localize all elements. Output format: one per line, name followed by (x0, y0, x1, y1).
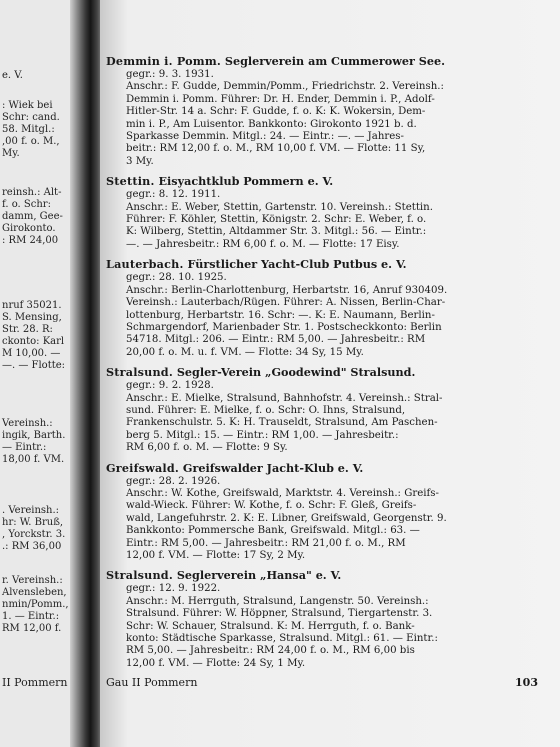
club-name: Segler-Verein „Goodewind" Stralsund. (176, 365, 416, 380)
club-name: Seglerverein am Cummerower See. (224, 54, 445, 68)
club-details-line: Bankkonto: Pommersche Bank, Greifswald. Mitgl.: 63. — (126, 525, 420, 537)
club-details-line: Stralsund. Führer: W. Höppner, Stralsund, Tiergartenstr. 3. (126, 608, 433, 620)
club-details-line: sund. Führer: E. Mielke, f. o. Schr: O. Ihns, Stralsund, (126, 404, 406, 416)
left-page-text-fragment: 1. — Eintr.: (2, 611, 60, 622)
left-page-text-fragment: 18,00 f. VM. (2, 454, 65, 465)
club-name: Seglerverein „Hansa" e. V. (176, 568, 342, 583)
club-city: Stralsund. (106, 568, 173, 583)
club-details-line: Demmin i. Pomm. Führer: Dr. H. Ender, Demmin i. P., Adolf- (126, 93, 435, 105)
left-page-text-fragment: 58. Mitgl.: (2, 124, 55, 135)
club-entry (106, 365, 538, 454)
club-details-line: berg 5. Mitgl.: 15. — Eintr.: RM 1,00. — Jahresbeitr.: (126, 429, 399, 441)
club-entry (106, 174, 538, 251)
left-page-text-fragment: ingik, Barth. (2, 430, 66, 441)
club-city: Stralsund. (106, 365, 173, 380)
left-page-text-fragment: My. (2, 148, 20, 159)
club-details-line: Führer: F. Köhler, Stettin, Königstr. 2. Schr: E. Weber, f. o. (126, 214, 427, 226)
club-details-line: beitr.: RM 12,00 f. o. M., RM 10,00 f. VM. — Flotte: 11 Sy, (126, 143, 426, 155)
club-details-line: RM 6,00 f. o. M. — Flotte: 9 Sy. (126, 442, 288, 454)
left-page-text-fragment: II Pommern (2, 676, 68, 689)
left-page-text-fragment: nmin/Pomm., (2, 599, 69, 610)
club-details-line: Anschr.: E. Weber, Stettin, Gartenstr. 10. Vereinsh.: Stettin. (126, 201, 433, 213)
club-entry (106, 568, 538, 670)
left-page-text-fragment: M 10,00. — (2, 348, 61, 359)
club-city: Greifswald. (106, 460, 179, 475)
club-heading (106, 365, 538, 379)
left-page-text-fragment: Girokonto. (2, 223, 56, 234)
club-city: Lauterbach. (106, 257, 184, 272)
club-name: Eisyachtklub Pommern e. V. (158, 174, 334, 189)
left-page-text-fragment: . Vereinsh.: (2, 505, 60, 516)
left-page-text-fragment: RM 12,00 f. (2, 623, 62, 634)
club-details-line: RM 5,00. — Jahresbeitr.: RM 24,00 f. o. M., RM 6,00 bis (126, 645, 415, 657)
club-details-line: Anschr.: W. Kothe, Greifswald, Marktstr. 4. Vereinsh.: Greifs- (126, 487, 439, 499)
club-details-line: Sparkasse Demmin. Mitgl.: 24. — Eintr.: —. — Jahres- (126, 131, 404, 143)
club-details-line: konto: Städtische Sparkasse, Stralsund. Mitgl.: 61. — Eintr.: (126, 633, 438, 645)
left-page-text-fragment: : RM 24,00 (2, 235, 59, 246)
club-heading (106, 461, 538, 475)
club-details-line: Anschr.: M. Herrguth, Stralsund, Langenstr. 50. Vereinsh.: (126, 595, 429, 607)
club-details-line: 54718. Mitgl.: 206. — Eintr.: RM 5,00. — Jahresbeitr.: RM (126, 334, 426, 346)
club-details-line: Hitler-Str. 14 a. Schr: F. Gudde, f. o. K: K. Wokersin, Dem- (126, 106, 426, 118)
club-name: Fürstlicher Yacht-Club Putbus e. V. (187, 257, 407, 272)
left-page-text-fragment: hr: W. Bruß, (2, 517, 64, 528)
footer-section-title: Gau II Pommern (106, 676, 198, 689)
right-page (100, 0, 560, 747)
left-page-text-fragment: , Yorckstr. 3. (2, 529, 66, 540)
left-page-text-fragment: —. — Flotte: (2, 360, 66, 371)
club-details-line: 20,00 f. o. M. u. f. VM. — Flotte: 34 Sy, 15 My. (126, 346, 364, 358)
club-details-line: wald-Wieck. Führer: W. Kothe, f. o. Schr: F. Gleß, Greifs- (126, 500, 417, 512)
club-entries (106, 54, 538, 676)
left-page-text-fragment: e. V. (2, 70, 23, 81)
club-details-line: min i. P., Am Luisentor. Bankkonto: Girokonto 1921 b. d. (126, 118, 417, 130)
left-page-text-fragment: nruf 35021. (2, 300, 62, 311)
club-heading (106, 257, 538, 271)
left-page-text-fragment: Vereinsh.: (2, 418, 53, 429)
club-details-line: 3 My. (126, 155, 154, 167)
club-details-line: wald, Langefuhrstr. 2. K: E. Libner, Greifswald, Georgenstr. 9. (126, 512, 447, 524)
left-page-text-fragment: S. Mensing, (2, 312, 62, 323)
club-founded: gegr.: 9. 3. 1931. (126, 69, 214, 80)
club-details-line: lottenburg, Herbartstr. 16. Schr: —. K: E. Naumann, Berlin- (126, 309, 435, 321)
club-entry (106, 461, 538, 563)
club-details-line: —. — Jahresbeitr.: RM 6,00 f. o. M. — Flotte: 17 Eisy. (126, 238, 400, 250)
club-details-line: 12,00 f. VM. — Flotte: 17 Sy, 2 My. (126, 550, 306, 561)
club-heading (106, 568, 538, 582)
page-number: 103 (515, 676, 538, 689)
club-founded: gegr.: 28. 10. 1925. (126, 272, 227, 284)
club-details-line: Eintr.: RM 5,00. — Jahresbeitr.: RM 21,00 f. o. M., RM (126, 537, 406, 549)
club-details-line: K: Wilberg, Stettin, Altdammer Str. 3. Mitgl.: 56. — Eintr.: (126, 226, 427, 238)
left-page-text-fragment: ckonto: Karl (2, 336, 65, 347)
left-page-text-fragment: Str. 28. R: (2, 324, 53, 335)
club-details-line: Vereinsh.: Lauterbach/Rügen. Führer: A. Nissen, Berlin-Char- (126, 297, 446, 309)
left-page-text-fragment: : Wiek bei (2, 100, 53, 111)
left-page-text-fragment: reinsh.: Alt- (2, 187, 62, 198)
club-founded: gegr.: 12. 9. 1922. (126, 583, 221, 595)
left-page-text-fragment: damm, Gee- (2, 211, 63, 222)
club-founded: gegr.: 28. 2. 1926. (126, 475, 221, 487)
club-entry (106, 54, 538, 168)
club-heading (106, 54, 538, 68)
left-page-text-fragment: ,00 f. o. M., (2, 136, 60, 147)
left-page-text-fragment: f. o. Schr: (2, 199, 51, 210)
club-heading (106, 174, 538, 188)
left-page-text-fragment: r. Vereinsh.: (2, 575, 63, 586)
club-entry (106, 257, 538, 359)
club-details-line: Schmargendorf, Marienbader Str. 1. Postscheckkonto: Berlin (126, 321, 442, 333)
club-city: Demmin i. Pomm. (106, 54, 221, 68)
club-details-line: Schr: W. Schauer, Stralsund. K: M. Herrguth, f. o. Bank- (126, 620, 415, 632)
club-details-line: 12,00 f. VM. — Flotte: 24 Sy, 1 My. (126, 657, 306, 669)
club-details-line: Anschr.: E. Mielke, Stralsund, Bahnhofstr. 4. Vereinsh.: Stral- (126, 392, 443, 404)
left-page-text-fragment: — Eintr.: (2, 442, 47, 453)
left-page-text-fragment: Schr: cand. (2, 112, 60, 123)
left-page-text-fragment: Alvensleben, (2, 587, 67, 598)
club-details-line: Anschr.: Berlin-Charlottenburg, Herbartstr. 16, Anruf 930409. (126, 284, 448, 296)
club-details-line: Anschr.: F. Gudde, Demmin/Pomm., Friedrichstr. 2. Vereinsh.: (126, 81, 444, 93)
club-founded: gegr.: 9. 2. 1928. (126, 380, 214, 392)
left-page-text-fragment: .: RM 36,00 (2, 541, 62, 552)
club-city: Stettin. (106, 174, 155, 189)
book-gutter (70, 0, 104, 747)
club-name: Greifswalder Jacht-Klub e. V. (182, 460, 364, 475)
club-details-line: Frankenschulstr. 5. K: H. Trauseldt, Stralsund, Am Paschen- (126, 417, 438, 429)
club-founded: gegr.: 8. 12. 1911. (126, 189, 221, 201)
